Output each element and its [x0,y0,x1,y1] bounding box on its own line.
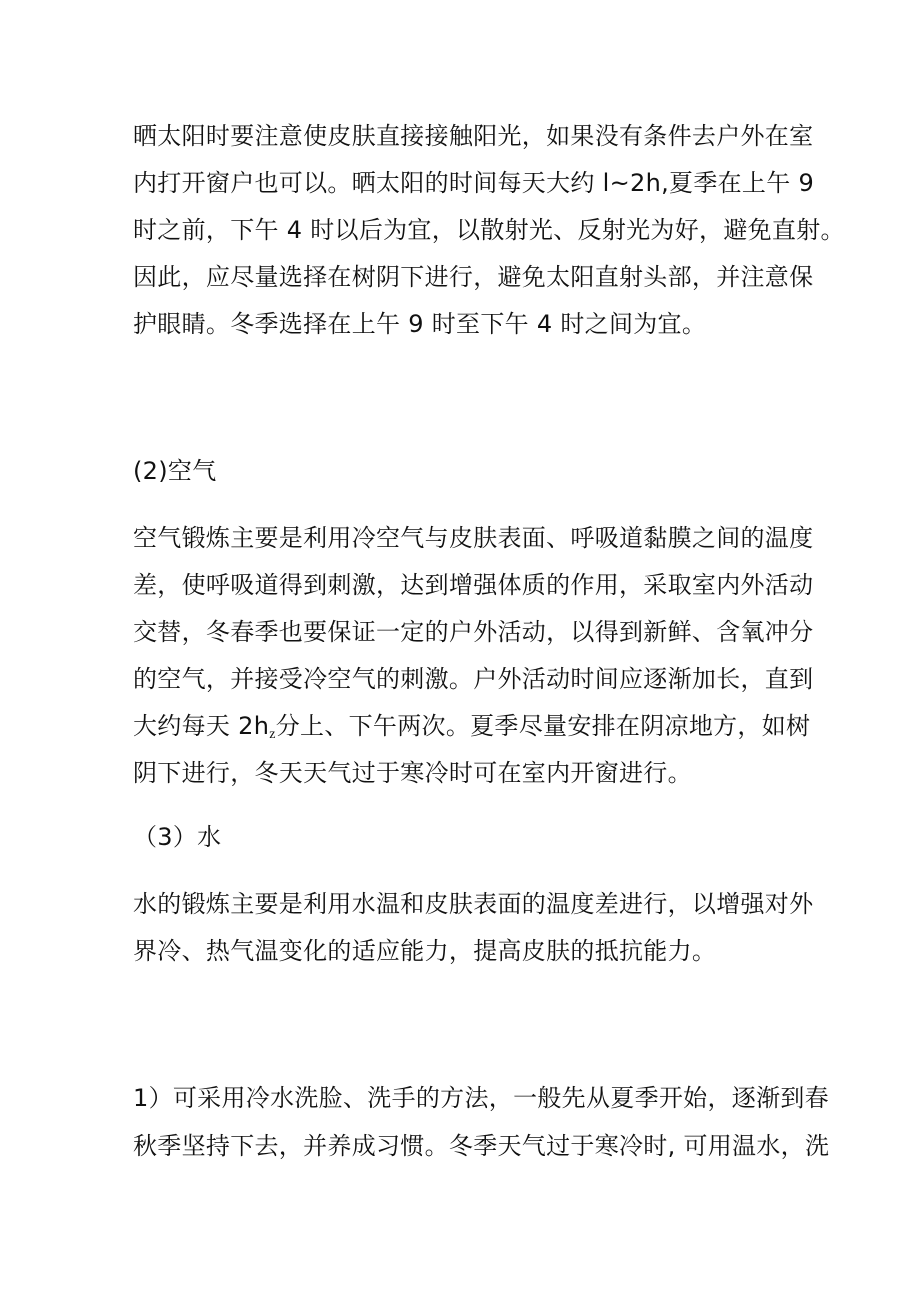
air-line5-subscript: z [269,727,276,742]
paragraph-air-line: 阴下进行，冬天天气过于寒冷时可在室内开窗进行。 [133,759,692,787]
paragraph-item1-line: 秋季坚持下去，并养成习惯。冬季天气过于寒冷时, 可用温水，洗 [133,1132,830,1160]
heading-air: (2)空气 [133,457,217,485]
paragraph-sunlight-line: 时之前，下午 4 时以后为宜，以散射光、反射光为好，避免直射。 [133,216,845,244]
paragraph-water-line: 水的锻炼主要是利用水温和皮肤表面的温度差进行，以增强对外 [133,890,814,918]
paragraph-water-line: 界冷、热气温变化的适应能力，提高皮肤的抵抗能力。 [133,937,717,965]
air-line5-start: 大约每天 2h [133,712,270,740]
paragraph-air-line: 交替，冬春季也要保证一定的户外活动，以得到新鲜、含氧冲分 [133,618,814,646]
paragraph-air-line [133,710,810,751]
paragraph-sunlight-line: 因此，应尽量选择在树阴下进行，避免太阳直射头部，并注意保 [133,263,814,291]
paragraph-item1-line: 1）可采用冷水洗脸、洗手的方法，一般先从夏季开始，逐渐到春 [133,1084,829,1112]
paragraph-sunlight-line: 护眼睛。冬季选择在上午 9 时至下午 4 时之间为宜。 [133,310,707,338]
paragraph-air-line: 的空气，并接受冷空气的刺激。户外活动时间应逐渐加长，直到 [133,665,814,693]
paragraph-air-line: 差，使呼吸道得到刺激，达到增强体质的作用，采取室内外活动 [133,571,814,599]
paragraph-sunlight-line: 晒太阳时要注意使皮肤直接接触阳光，如果没有条件去户外在室 [133,122,814,150]
paragraph-sunlight-line: 内打开窗户也可以。晒太阳的时间每天大约 l~2h,夏季在上午 9 [133,169,815,197]
paragraph-air-line: 空气锻炼主要是利用冷空气与皮肤表面、呼吸道黏膜之间的温度 [133,524,814,552]
heading-water: （3）水 [133,823,222,851]
air-line5-end: 分上、下午两次。夏季尽量安排在阴凉地方，如树 [275,712,811,740]
